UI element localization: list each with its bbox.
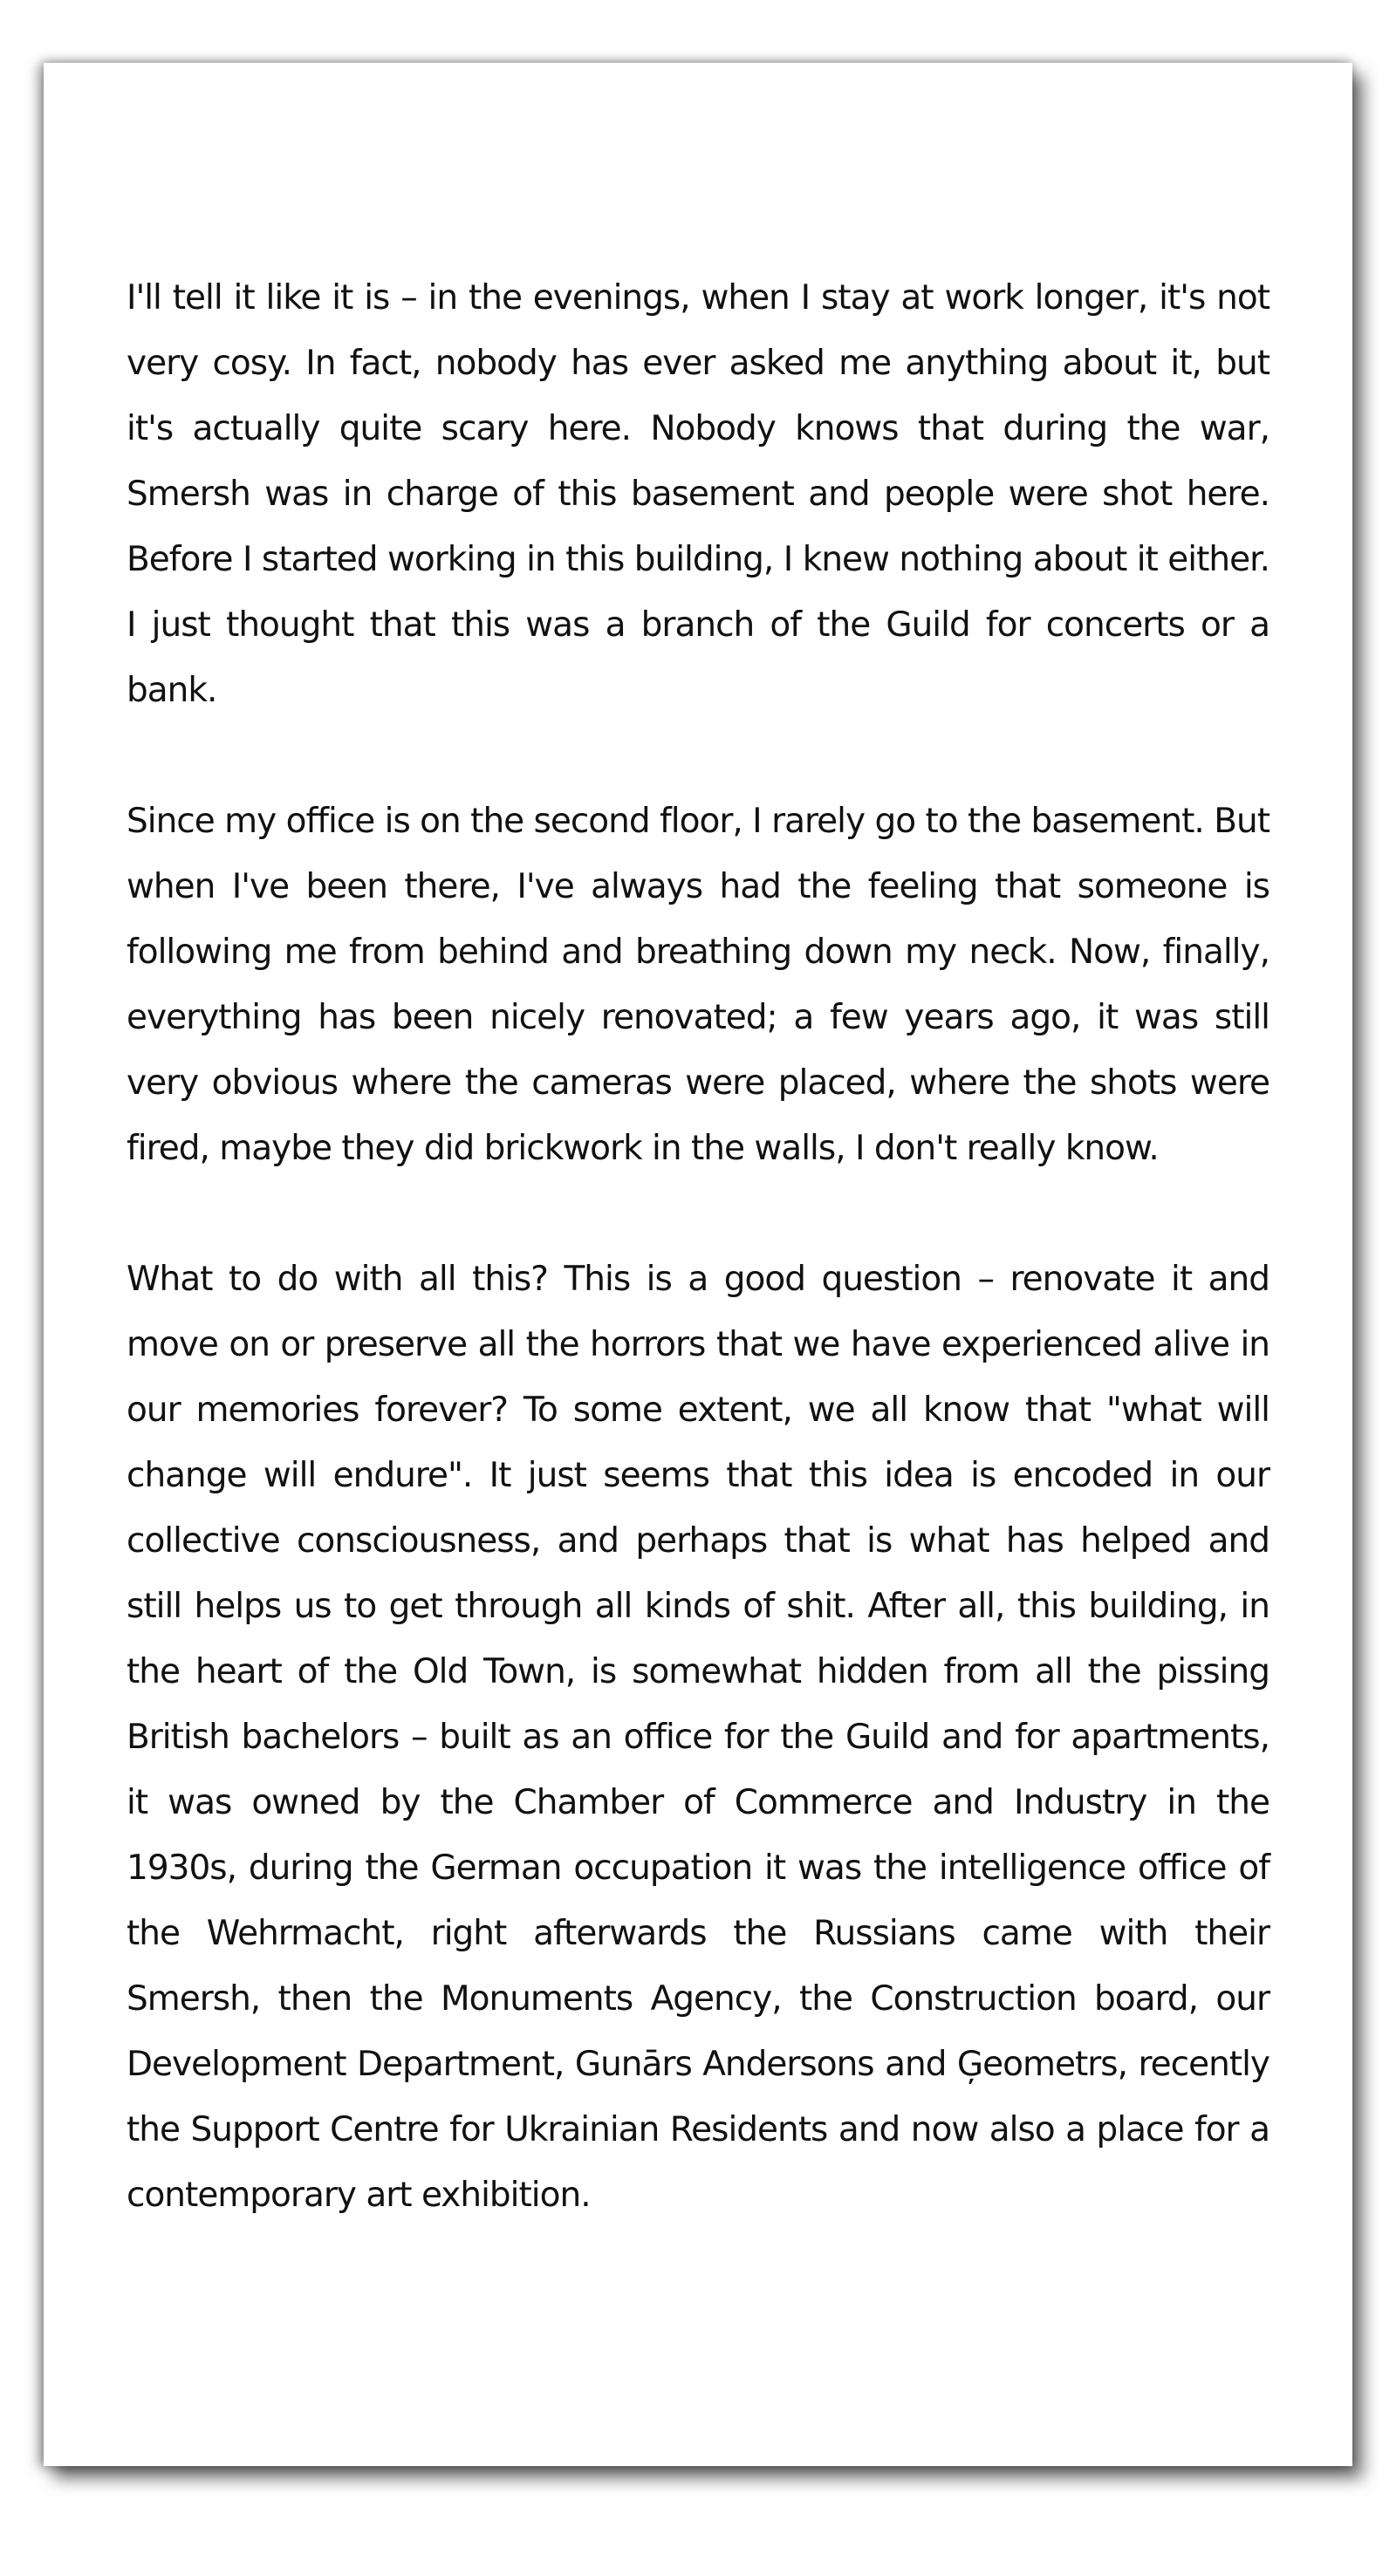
document-page bbox=[44, 63, 1352, 2466]
paragraph-2: Since my office is on the second floor, I rarely go to the basement. But when I've been there, I've always had the feeling that someone is following me from behind and breathing down my neck. Now, finally, everything has been nicely renovated; a few years ago, it was still very obvious where the cameras were placed, where the shots were fired, maybe they did brickwork in the walls, I don't really know. bbox=[127, 802, 1269, 1168]
paragraph-3: What to do with all this? This is a good question – renovate it and move on or preserve all the horrors that we have experienced alive in our memories forever? To some extent, we all know that "what will change will endure". It just seems that this idea is encoded in our collective consciousness, and perhaps that is what has helped and still helps us to get through all kinds of shit. After all, this building, in the heart of the Old Town, is somewhat hidden from all the pissing British bachelors – built as an office for the Guild and for apartments, it was owned by the Chamber of Commerce and Industry in the 1930s, during the German occupation it was the intelligence office of the Wehrmacht, right afterwards the Russians came with their Smersh, then the Monuments Agency, the Construction board, our Development Department, Gunārs Andersons and Ģeometrs, recently the Support Centre for Ukrainian Residents and now also a place for a contemporary art exhibition. bbox=[127, 1260, 1269, 2215]
paragraph-1: I'll tell it like it is – in the evenings, when I stay at work longer, it's not very cosy. In fact, nobody has ever asked me anything about it, but it's actually quite scary here. Nobody knows that during the war, Smersh was in charge of this basement and people were shot here. Before I started working in this building, I knew nothing about it either. I just thought that this was a branch of the Guild for concerts or a bank. bbox=[127, 278, 1269, 710]
text-body bbox=[127, 265, 1269, 2228]
